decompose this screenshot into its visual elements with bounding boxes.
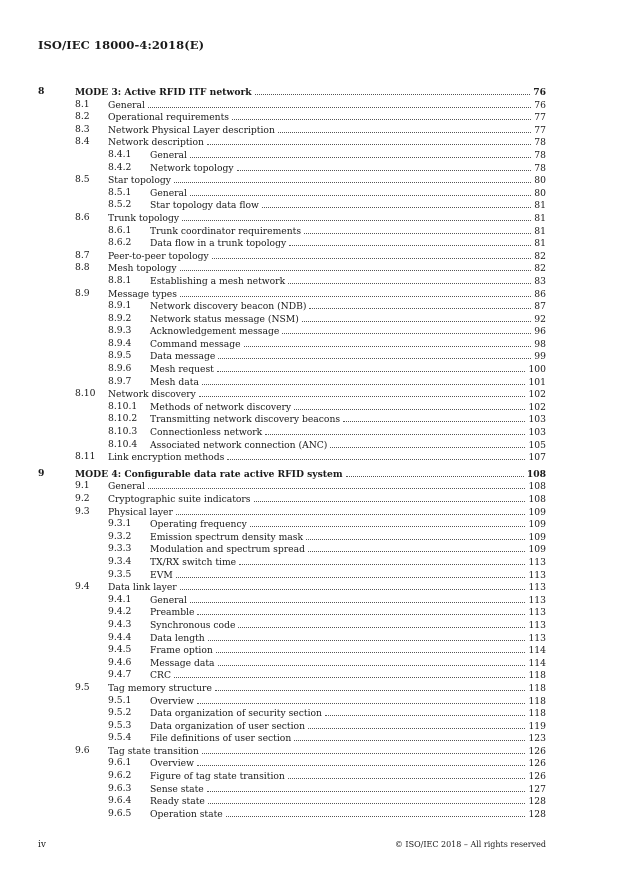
dot-leader — [346, 468, 524, 477]
toc-entry-page[interactable]: 123 — [528, 733, 546, 745]
toc-entry-title[interactable]: Message types — [108, 288, 177, 300]
toc-entry[interactable] — [38, 506, 546, 519]
toc-entry-number: 8.9.5 — [108, 350, 132, 362]
toc-entry-number: 9.3.2 — [108, 530, 132, 542]
toc-entry-page[interactable]: 114 — [528, 657, 546, 669]
toc-entry-number: 8.9.3 — [108, 325, 132, 337]
toc-entry-number: 9.3.1 — [108, 518, 132, 530]
dot-leader — [180, 262, 532, 271]
toc-entry[interactable] — [38, 124, 546, 137]
toc-entry-page[interactable]: 108 — [528, 494, 546, 505]
toc-entry-number: 9 — [38, 467, 45, 479]
dot-leader — [197, 606, 525, 615]
dot-leader — [309, 300, 531, 309]
toc-entry-number: 8.2 — [75, 111, 90, 123]
toc-entry[interactable] — [38, 707, 546, 720]
toc-entry-number: 8.1 — [75, 98, 90, 110]
toc-entry-number: 9.6 — [75, 744, 90, 756]
toc-entry-page[interactable]: 82 — [534, 263, 546, 275]
toc-entry-number: 8.9 — [75, 287, 90, 299]
toc-entry-page[interactable]: 80 — [534, 187, 546, 199]
toc-entry-number: 8.11 — [75, 451, 96, 463]
toc-entry-number: 8.4.2 — [108, 161, 132, 173]
dot-leader — [208, 795, 526, 804]
toc-entry[interactable] — [38, 632, 546, 645]
toc-entry-title[interactable]: General — [150, 149, 187, 161]
toc-entry-title[interactable]: Operation state — [150, 808, 223, 820]
toc-entry-page[interactable]: 126 — [528, 745, 546, 757]
toc-entry-title[interactable]: Star topology — [108, 175, 171, 187]
toc-entry[interactable] — [38, 338, 546, 351]
toc-entry-title[interactable]: Emission spectrum density mask — [150, 531, 304, 543]
toc-entry-title[interactable]: Physical layer — [108, 506, 173, 518]
toc-entry[interactable] — [38, 619, 546, 632]
toc-entry-title[interactable]: Network Physical Layer description — [108, 124, 275, 136]
document-id: ISO/IEC 18000-4:2018(E) — [38, 38, 205, 52]
toc-entry[interactable] — [38, 682, 546, 695]
dot-leader — [254, 493, 526, 502]
toc-entry-title[interactable]: Overview — [150, 695, 194, 707]
toc-entry-number: 9.3 — [75, 505, 90, 517]
toc-entry-page[interactable]: 102 — [528, 389, 546, 401]
toc-entry-title[interactable]: EVM — [150, 569, 173, 581]
dot-leader — [207, 783, 526, 792]
toc-entry-page[interactable]: 109 — [528, 519, 546, 531]
toc-entry[interactable] — [38, 275, 546, 288]
dot-leader — [197, 757, 525, 766]
toc-entry-page[interactable]: 128 — [528, 808, 546, 820]
toc-entry-title[interactable]: Data organization of security section — [150, 708, 322, 720]
toc-entry-page[interactable]: 77 — [534, 124, 546, 136]
dot-leader — [294, 732, 525, 741]
toc-entry-title[interactable]: Data message — [150, 351, 216, 363]
copyright-notice: © ISO/IEC 2018 – All rights reserved — [394, 840, 546, 849]
toc-entry-page[interactable]: 109 — [528, 544, 546, 556]
toc-entry-title[interactable]: Preamble — [150, 607, 195, 619]
toc-entry-page[interactable]: 92 — [534, 313, 546, 325]
toc-entry-page[interactable]: 113 — [528, 569, 546, 581]
toc-entry[interactable] — [38, 187, 546, 200]
toc-entry[interactable] — [38, 657, 546, 670]
toc-entry-title[interactable]: Data flow in a trunk topology — [150, 238, 287, 250]
toc-entry-page[interactable]: 81 — [534, 238, 546, 250]
toc-entry-title[interactable]: Modulation and spectrum spread — [150, 544, 305, 556]
toc-entry-page[interactable]: 82 — [534, 250, 546, 262]
toc-entry-title[interactable]: Data link layer — [108, 582, 177, 594]
toc-entry[interactable] — [38, 388, 546, 401]
toc-entry-title[interactable]: Connectionless network — [150, 427, 263, 439]
toc-entry-page[interactable]: 114 — [528, 645, 546, 657]
dot-leader — [282, 325, 531, 334]
dot-leader — [239, 556, 525, 565]
dot-leader — [215, 682, 526, 691]
dot-leader — [306, 531, 525, 540]
toc-entry-title[interactable]: Network discovery — [108, 389, 196, 401]
toc-entry-page[interactable]: 98 — [534, 338, 546, 350]
toc-entry-title[interactable]: MODE 4: Configurable data rate active RFID system — [75, 468, 343, 480]
toc-entry-page[interactable]: 76 — [533, 87, 546, 98]
toc-entry-page[interactable]: 80 — [534, 175, 546, 187]
toc-entry-title[interactable]: TX/RX switch time — [150, 556, 237, 568]
dot-leader — [197, 695, 525, 704]
toc-entry-number: 8.5.1 — [108, 186, 132, 198]
toc-entry-number: 8.5 — [75, 174, 90, 186]
toc-entry[interactable] — [38, 300, 546, 313]
toc-entry-title[interactable]: Mesh topology — [108, 263, 177, 275]
toc-entry-number: 9.4.1 — [108, 593, 132, 605]
toc-entry[interactable] — [38, 695, 546, 708]
dot-leader — [308, 720, 525, 729]
toc-entry[interactable] — [38, 86, 546, 99]
toc-entry[interactable] — [38, 174, 546, 187]
toc-entry-number: 9.6.3 — [108, 782, 132, 794]
dot-leader — [207, 136, 531, 145]
toc-entry-number: 9.4.7 — [108, 669, 132, 681]
toc-entry-title[interactable]: Establishing a mesh network — [150, 275, 286, 287]
dot-leader — [182, 212, 531, 221]
toc-entry-number: 8.9.7 — [108, 375, 132, 387]
toc-entry-number: 9.5 — [75, 681, 90, 693]
toc-entry-number: 9.4.2 — [108, 606, 132, 618]
toc-entry-page[interactable]: 81 — [534, 225, 546, 237]
toc-entry-title[interactable]: Methods of network discovery — [150, 401, 292, 413]
toc-entry-title[interactable]: Operating frequency — [150, 519, 247, 531]
dot-leader — [202, 745, 526, 754]
dot-leader — [176, 506, 526, 515]
toc-entry-title[interactable]: Peer-to-peer topology — [108, 250, 209, 262]
dot-leader — [190, 187, 531, 196]
toc-entry-title[interactable]: Synchronous code — [150, 619, 236, 631]
toc-entry-title[interactable]: Network discovery beacon (NDB) — [150, 301, 307, 313]
toc-entry[interactable] — [38, 808, 546, 821]
toc-entry[interactable] — [38, 225, 546, 238]
toc-entry-page[interactable]: 118 — [528, 708, 546, 720]
toc-entry-page[interactable]: 113 — [528, 594, 546, 606]
toc-entry[interactable] — [38, 262, 546, 275]
toc-entry[interactable] — [38, 480, 546, 493]
toc-entry[interactable] — [38, 288, 546, 301]
toc-entry-page[interactable]: 108 — [528, 481, 546, 493]
toc-entry-number: 9.4.3 — [108, 618, 132, 630]
toc-entry-title[interactable]: Data organization of user section — [150, 720, 305, 732]
dot-leader — [148, 99, 531, 108]
toc-entry-page[interactable]: 126 — [528, 771, 546, 783]
dot-leader — [216, 644, 526, 653]
toc-entry[interactable] — [38, 795, 546, 808]
toc-entry[interactable] — [38, 543, 546, 556]
toc-entry-number: 8.7 — [75, 249, 90, 261]
toc-entry-page[interactable]: 99 — [534, 351, 546, 363]
toc-entry-number: 9.3.5 — [108, 568, 132, 580]
dot-leader — [288, 770, 526, 779]
dot-leader — [208, 632, 526, 641]
dot-leader — [232, 111, 531, 120]
toc-entry-title[interactable]: General — [150, 594, 187, 606]
toc-entry-title[interactable]: Mesh data — [150, 376, 199, 388]
dot-leader — [278, 124, 531, 133]
toc-entry[interactable] — [38, 350, 546, 363]
toc-entry-title[interactable]: MODE 3: Active RFID ITF network — [75, 87, 252, 98]
toc-entry[interactable] — [38, 237, 546, 250]
toc-entry-number: 8.8.1 — [108, 274, 132, 286]
toc-entry-title[interactable]: Network topology — [150, 162, 234, 174]
toc-entry-page[interactable]: 119 — [528, 720, 546, 732]
toc-entry-page[interactable]: 81 — [534, 212, 546, 224]
toc-entry-number: 8.9.4 — [108, 337, 132, 349]
toc-entry-page[interactable]: 107 — [528, 452, 546, 464]
toc-entry-title[interactable]: Associated network connection (ANC) — [150, 439, 328, 451]
toc-entry-number: 9.4.6 — [108, 656, 132, 668]
toc-entry-title[interactable]: Tag memory structure — [108, 682, 212, 694]
toc-entry[interactable] — [38, 199, 546, 212]
toc-entry-page[interactable]: 108 — [526, 468, 546, 480]
dot-leader — [255, 86, 531, 95]
toc-entry-page[interactable]: 101 — [528, 376, 546, 388]
dot-leader — [330, 439, 525, 448]
toc-entry[interactable] — [38, 439, 546, 452]
toc-entry-number: 8 — [38, 86, 45, 97]
toc-entry[interactable] — [38, 401, 546, 414]
toc-entry-number: 9.2 — [75, 493, 90, 504]
toc-entry-page[interactable]: 113 — [528, 582, 546, 594]
toc-entry-page[interactable]: 78 — [534, 162, 546, 174]
dot-leader — [217, 363, 526, 372]
toc-entry-title[interactable]: Cryptographic suite indicators — [108, 494, 251, 505]
toc-entry-number: 9.5.3 — [108, 719, 132, 731]
dot-leader — [190, 149, 531, 158]
toc-entry-title[interactable]: Overview — [150, 758, 194, 770]
toc-entry[interactable] — [38, 594, 546, 607]
toc-entry-title[interactable]: Mesh request — [150, 364, 214, 376]
toc-entry[interactable] — [38, 757, 546, 770]
table-of-contents — [38, 86, 546, 820]
dot-leader — [202, 376, 526, 385]
dot-leader — [227, 451, 525, 460]
dot-leader — [244, 338, 532, 347]
dot-leader — [199, 388, 526, 397]
toc-entry-number: 8.6 — [75, 211, 90, 223]
toc-entry[interactable] — [38, 111, 546, 124]
dot-leader — [250, 518, 526, 527]
toc-entry-page[interactable]: 113 — [528, 632, 546, 644]
toc-entry-title[interactable]: Ready state — [150, 796, 205, 808]
toc-entry-number: 8.9.2 — [108, 312, 132, 324]
toc-entry[interactable] — [38, 518, 546, 531]
dot-leader — [190, 594, 526, 603]
toc-entry[interactable] — [38, 250, 546, 263]
toc-entry[interactable] — [38, 669, 546, 682]
toc-entry[interactable] — [38, 451, 546, 464]
toc-entry[interactable] — [38, 162, 546, 175]
toc-entry-page[interactable]: 118 — [528, 670, 546, 682]
toc-entry[interactable] — [38, 136, 546, 149]
toc-entry-page[interactable]: 78 — [534, 137, 546, 149]
dot-leader — [325, 707, 525, 716]
toc-entry-title[interactable]: Command message — [150, 338, 241, 350]
toc-entry-page[interactable]: 103 — [528, 427, 546, 439]
toc-entry-number: 8.10.4 — [108, 438, 138, 450]
toc-entry-number: 9.1 — [75, 480, 90, 492]
toc-entry-title[interactable]: Operational requirements — [108, 112, 230, 124]
toc-entry[interactable] — [38, 606, 546, 619]
toc-entry[interactable] — [38, 644, 546, 657]
toc-entry[interactable] — [38, 468, 546, 481]
toc-entry[interactable] — [38, 493, 546, 506]
dot-leader — [212, 250, 532, 259]
toc-entry-page[interactable]: 118 — [528, 682, 546, 694]
toc-entry-title[interactable]: Link encryption methods — [108, 452, 225, 464]
dot-leader — [174, 669, 525, 678]
toc-entry-title[interactable]: File definitions of user section — [150, 733, 292, 745]
dot-leader — [262, 199, 531, 208]
dot-leader — [308, 543, 526, 552]
toc-entry[interactable] — [38, 783, 546, 796]
dot-leader — [148, 480, 526, 489]
dot-leader — [302, 313, 532, 322]
toc-entry-number: 9.6.4 — [108, 795, 132, 807]
dot-leader — [180, 581, 526, 590]
toc-entry-number: 8.8 — [75, 262, 90, 274]
toc-entry-page[interactable]: 83 — [534, 275, 546, 287]
dot-leader — [174, 174, 531, 183]
toc-entry-number: 8.9.1 — [108, 300, 132, 312]
toc-entry-number: 9.5.2 — [108, 707, 132, 719]
toc-entry-title[interactable]: Figure of tag state transition — [150, 771, 285, 783]
toc-entry[interactable] — [38, 413, 546, 426]
toc-entry-number: 9.3.3 — [108, 543, 132, 555]
toc-entry-page[interactable]: 86 — [534, 288, 546, 300]
toc-entry-page[interactable]: 100 — [528, 364, 546, 376]
toc-entry-title[interactable]: General — [108, 99, 145, 111]
dot-leader — [218, 350, 531, 359]
dot-leader — [218, 657, 526, 666]
toc-entry-number: 8.10.2 — [108, 413, 138, 425]
toc-entry-title[interactable]: Trunk coordinator requirements — [150, 225, 302, 237]
toc-entry-page[interactable]: 76 — [534, 99, 546, 111]
toc-entry-number: 9.3.4 — [108, 555, 132, 567]
toc-entry[interactable] — [38, 363, 546, 376]
dot-leader — [304, 225, 531, 234]
toc-entry-number: 9.6.1 — [108, 757, 132, 769]
toc-entry-number: 8.6.1 — [108, 224, 132, 236]
toc-entry[interactable] — [38, 313, 546, 326]
toc-entry-title[interactable]: General — [108, 481, 145, 493]
dot-leader — [265, 426, 525, 435]
toc-entry-page[interactable]: 105 — [528, 439, 546, 451]
toc-entry-number: 9.4.4 — [108, 631, 132, 643]
toc-entry-page[interactable]: 109 — [528, 531, 546, 543]
dot-leader — [176, 569, 526, 578]
toc-entry-number: 9.5.4 — [108, 732, 132, 744]
toc-entry-title[interactable]: Acknowledgement message — [150, 326, 280, 338]
toc-entry-page[interactable]: 81 — [534, 200, 546, 212]
toc-entry-number: 9.6.5 — [108, 807, 132, 819]
dot-leader — [180, 288, 531, 297]
toc-entry-title[interactable]: Star topology data flow — [150, 200, 259, 212]
toc-entry-title[interactable]: Data length — [150, 632, 205, 644]
page-number: iv — [38, 840, 46, 850]
toc-entry[interactable] — [38, 149, 546, 162]
toc-entry-page[interactable]: 77 — [534, 112, 546, 124]
toc-entry-page[interactable]: 96 — [534, 326, 546, 338]
toc-entry-number: 9.4.5 — [108, 644, 132, 656]
dot-leader — [343, 413, 525, 422]
toc-entry-number: 9.4 — [75, 581, 90, 593]
toc-entry[interactable] — [38, 732, 546, 745]
toc-entry[interactable] — [38, 569, 546, 582]
toc-entry-page[interactable]: 113 — [528, 619, 546, 631]
toc-entry-title[interactable]: Trunk topology — [108, 212, 180, 224]
toc-entry-number: 8.5.2 — [108, 199, 132, 211]
dot-leader — [238, 619, 525, 628]
dot-leader — [226, 808, 526, 817]
toc-entry-page[interactable]: 128 — [528, 796, 546, 808]
toc-entry[interactable] — [38, 581, 546, 594]
dot-leader — [237, 162, 532, 171]
toc-entry[interactable] — [38, 720, 546, 733]
toc-entry-title[interactable]: CRC — [150, 670, 171, 682]
toc-entry-number: 8.3 — [75, 123, 90, 135]
toc-entry[interactable] — [38, 325, 546, 338]
toc-entry-number: 8.9.6 — [108, 363, 132, 375]
toc-entry-number: 9.5.1 — [108, 694, 132, 706]
toc-entry-title[interactable]: Message data — [150, 657, 215, 669]
toc-entry-title[interactable]: General — [150, 187, 187, 199]
toc-entry-title[interactable]: Network description — [108, 137, 204, 149]
dot-leader — [289, 237, 531, 246]
toc-entry-number: 8.4.1 — [108, 148, 132, 160]
toc-entry-page[interactable]: 109 — [528, 506, 546, 518]
toc-entry-number: 8.6.2 — [108, 237, 132, 249]
toc-entry-page[interactable]: 103 — [528, 414, 546, 426]
toc-entry-number: 9.6.2 — [108, 770, 132, 782]
toc-entry-number: 8.10.1 — [108, 400, 138, 412]
toc-entry[interactable] — [38, 99, 546, 112]
toc-entry[interactable] — [38, 556, 546, 569]
toc-entry-title[interactable]: Transmitting network discovery beacons — [150, 414, 341, 426]
toc-entry[interactable] — [38, 745, 546, 758]
toc-entry-number: 8.10.3 — [108, 426, 138, 438]
toc-entry-number: 8.4 — [75, 136, 90, 148]
toc-entry[interactable] — [38, 376, 546, 389]
dot-leader — [294, 401, 525, 410]
toc-entry-page[interactable]: 102 — [528, 401, 546, 413]
toc-entry-page[interactable]: 118 — [528, 695, 546, 707]
toc-entry-title[interactable]: Network status message (NSM) — [150, 313, 299, 325]
toc-entry-page[interactable]: 127 — [528, 783, 546, 795]
toc-entry-number: 8.10 — [75, 388, 96, 400]
toc-entry-page[interactable]: 113 — [528, 556, 546, 568]
toc-entry[interactable] — [38, 426, 546, 439]
toc-entry[interactable] — [38, 531, 546, 544]
toc-entry[interactable] — [38, 212, 546, 225]
toc-entry-title[interactable]: Sense state — [150, 783, 204, 795]
toc-entry-page[interactable]: 87 — [534, 301, 546, 313]
toc-entry-page[interactable]: 78 — [534, 149, 546, 161]
dot-leader — [288, 275, 531, 284]
toc-entry-title[interactable]: Tag state transition — [108, 745, 199, 757]
toc-entry-page[interactable]: 113 — [528, 607, 546, 619]
toc-entry-title[interactable]: Frame option — [150, 645, 213, 657]
toc-entry[interactable] — [38, 770, 546, 783]
toc-entry-page[interactable]: 126 — [528, 758, 546, 770]
